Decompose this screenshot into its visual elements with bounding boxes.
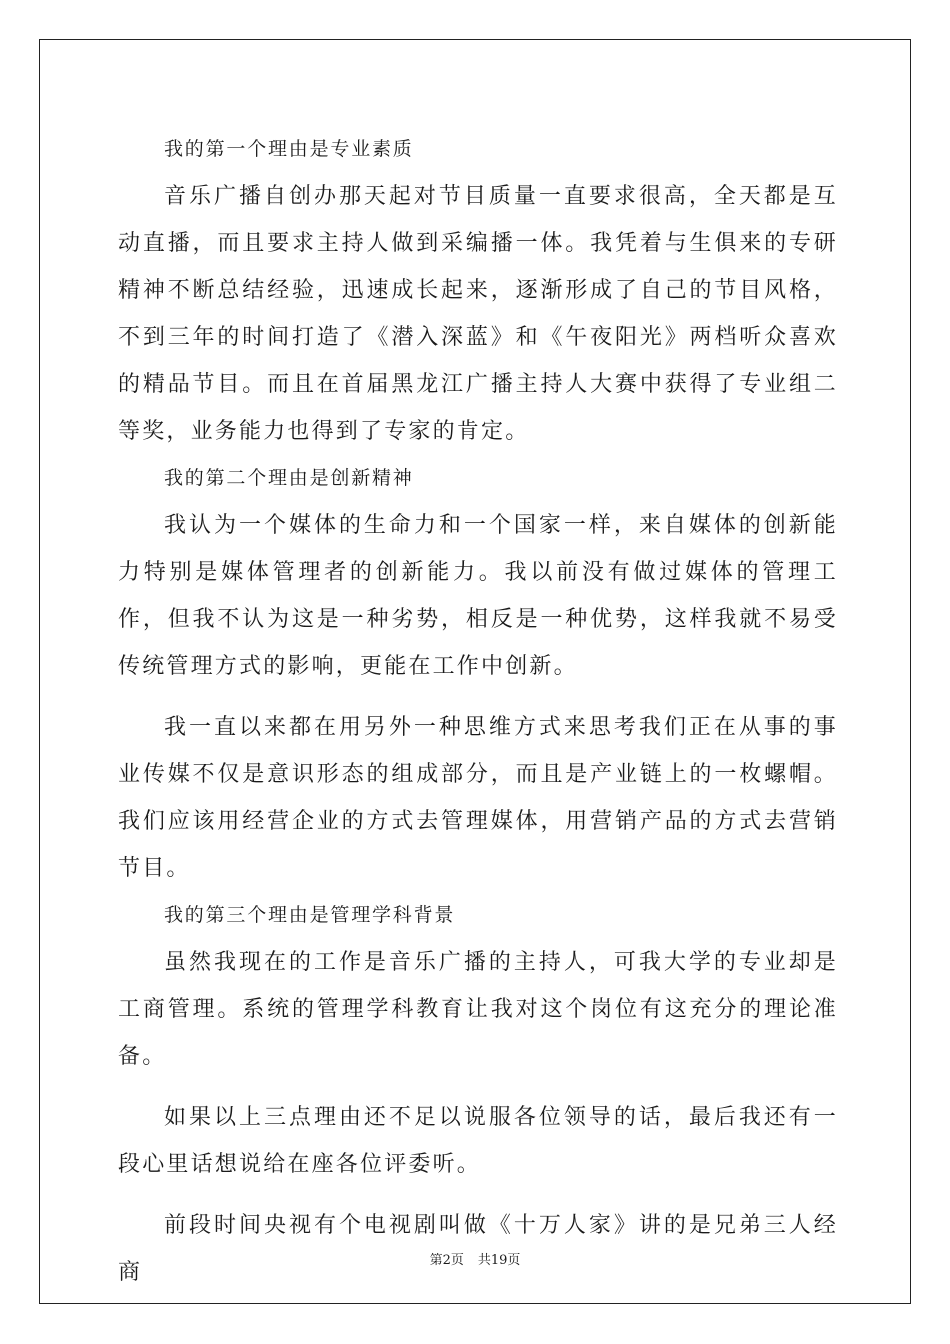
document-body [118,126,838,1296]
section-heading-2: 我的第二个理由是创新精神 [164,467,414,489]
section-heading-3: 我的第三个理由是管理学科背景 [164,904,456,926]
paragraph-5: 如果以上三点理由还不足以说服各位领导的话，最后我还有一段心里话想说给在座各位评委听。 [118,1105,838,1177]
page-number: 第2页 [429,1253,464,1268]
paragraph-6: 前段时间央视有个电视剧叫做《十万人家》讲的是兄弟三人经商 [118,1213,838,1285]
page-footer [0,1249,950,1268]
paragraph-1: 音乐广播自创办那天起对节目质量一直要求很高，全天都是互动直播，而且要求主持人做到采编播一体。我凭着与生俱来的专研精神不断总结经验，迅速成长起来，逐渐形成了自己的节目风格，不到三年的时间打造了《潜入深蓝》和《午夜阳光》两档听众喜欢的精品节目。而且在首届黑龙江广播主持人大赛中获得了专业组二等奖，业务能力也得到了专家的肯定。 [118,184,838,444]
paragraph-3: 我一直以来都在用另外一种思维方式来思考我们正在从事的事业传媒不仅是意识形态的组成部分，而且是产业链上的一枚螺帽。我们应该用经营企业的方式去管理媒体，用营销产品的方式去营销节目。 [118,715,838,881]
total-pages: 共19页 [477,1253,521,1268]
paragraph-4: 虽然我现在的工作是音乐广播的主持人，可我大学的专业却是工商管理。系统的管理学科教育让我对这个岗位有这充分的理论准备。 [118,950,838,1069]
paragraph-2: 我认为一个媒体的生命力和一个国家一样，来自媒体的创新能力特别是媒体管理者的创新能力。我以前没有做过媒体的管理工作，但我不认为这是一种劣势，相反是一种优势，这样我就不易受传统管理方式的影响，更能在工作中创新。 [118,513,838,679]
section-heading-1: 我的第一个理由是专业素质 [164,138,414,160]
